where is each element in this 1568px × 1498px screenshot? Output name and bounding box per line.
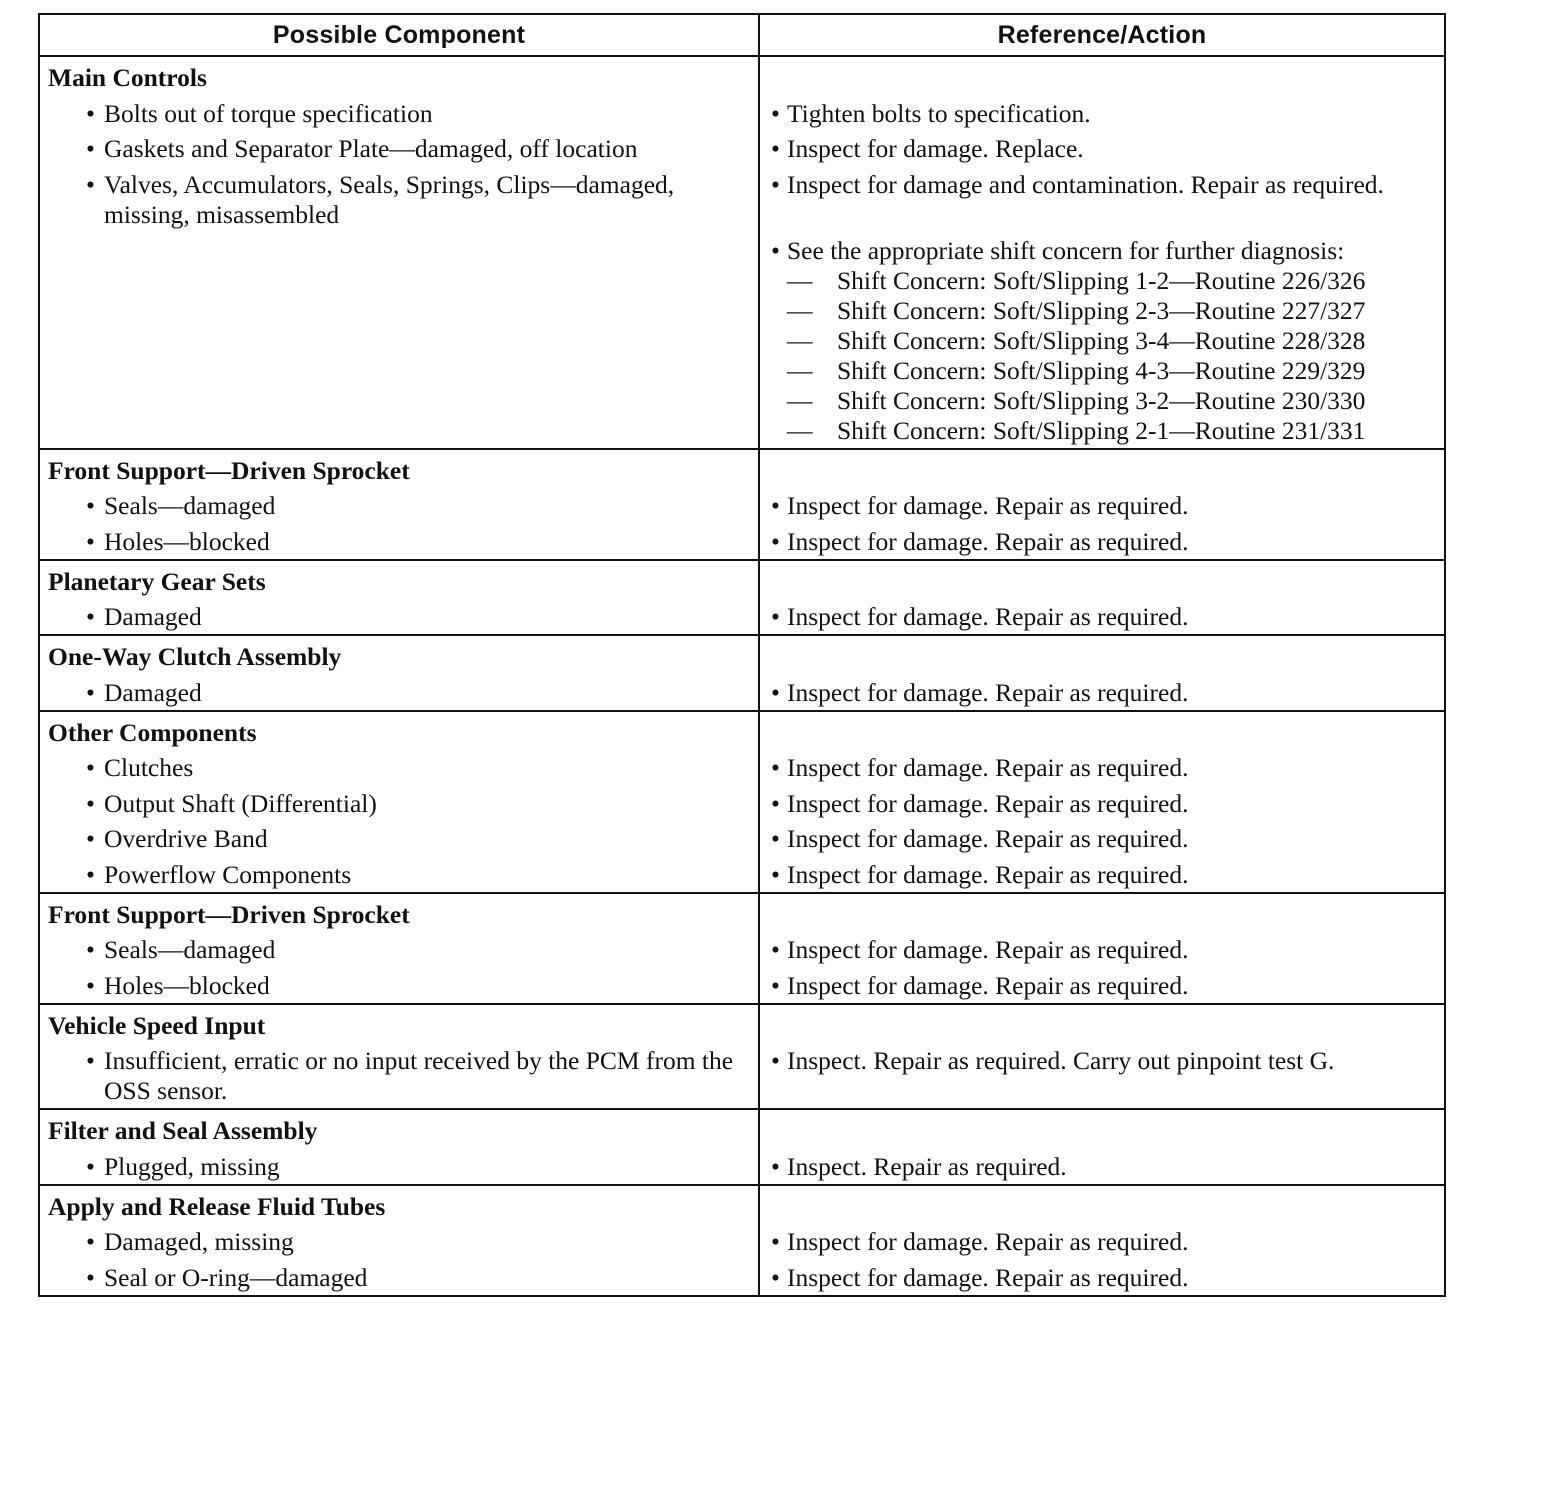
- action-cell: [759, 893, 1445, 1004]
- bullet-icon: •: [771, 935, 780, 964]
- action-text: Inspect for damage. Repair as required.: [787, 1227, 1189, 1256]
- action-item: [771, 134, 1436, 164]
- diagnosis-table: [38, 13, 1446, 1297]
- action-cell: [759, 560, 1445, 636]
- bullet-icon: •: [86, 491, 95, 520]
- action-spacer: [768, 718, 1436, 748]
- section-title: Other Components: [48, 717, 257, 747]
- component-cell: [39, 1109, 759, 1185]
- bullet-icon: •: [771, 1227, 780, 1256]
- bullet-icon: •: [771, 970, 780, 1000]
- shift-concern-item: [787, 356, 1436, 386]
- section-title: One-Way Clutch Assembly: [48, 642, 342, 671]
- section-row: [39, 560, 1445, 636]
- bullet-icon: •: [86, 134, 95, 163]
- action-item: [771, 1263, 1436, 1293]
- component-item: [86, 99, 750, 129]
- component-text: Damaged: [104, 602, 202, 631]
- component-cell: [39, 449, 759, 560]
- section-title: Front Support—Driven Sprocket: [48, 899, 410, 929]
- action-spacer: [768, 642, 1436, 672]
- component-cell: [39, 893, 759, 1004]
- action-text: Inspect for damage. Repair as required.: [787, 935, 1189, 964]
- action-spacer: [768, 456, 1436, 486]
- component-item: [86, 527, 750, 557]
- component-text: Gaskets and Separator Plate—damaged, off location: [104, 134, 638, 163]
- action-item: [771, 1046, 1436, 1076]
- action-cell: [759, 1004, 1445, 1110]
- shift-concern-text: Shift Concern: Soft/Slipping 3-4—Routine 228/328: [837, 325, 1366, 355]
- component-item: [86, 678, 750, 708]
- action-cell: [759, 56, 1445, 449]
- component-item: [86, 134, 750, 164]
- component-item: [86, 602, 750, 632]
- action-cell: [759, 1185, 1445, 1296]
- action-text: Inspect. Repair as required. Carry out pinpoint test G.: [787, 1046, 1335, 1075]
- action-spacer: [768, 1192, 1436, 1222]
- bullet-icon: •: [771, 1262, 780, 1292]
- action-text: Inspect for damage. Replace.: [787, 134, 1084, 163]
- section-title: Front Support—Driven Sprocket: [48, 455, 410, 485]
- shift-concern-item: [787, 326, 1436, 356]
- shift-concern-text: Shift Concern: Soft/Slipping 4-3—Routine 229/329: [837, 355, 1366, 385]
- bullet-icon: •: [86, 98, 95, 128]
- component-cell: [39, 711, 759, 893]
- component-text: Clutches: [104, 753, 194, 782]
- shift-concern-item: [787, 386, 1436, 416]
- dash-icon: —: [787, 355, 813, 385]
- header-row: [39, 14, 1445, 56]
- bullet-icon: •: [86, 970, 95, 1000]
- bullet-icon: •: [86, 1046, 95, 1075]
- component-text: Plugged, missing: [104, 1151, 280, 1181]
- action-text: Tighten bolts to specification.: [787, 98, 1091, 128]
- bullet-icon: •: [86, 788, 95, 818]
- action-cell: [759, 1109, 1445, 1185]
- action-text: Inspect for damage. Repair as required.: [787, 526, 1189, 556]
- bullet-icon: •: [771, 491, 780, 520]
- section-row: [39, 1109, 1445, 1185]
- dash-icon: —: [787, 415, 813, 445]
- action-spacer: [768, 900, 1436, 930]
- bullet-icon: •: [771, 235, 780, 265]
- action-text: Inspect for damage. Repair as required.: [787, 859, 1189, 889]
- shift-concern-text: Shift Concern: Soft/Slipping 2-3—Routine 227/327: [837, 295, 1366, 325]
- component-item: [86, 860, 750, 890]
- bullet-icon: •: [86, 169, 95, 199]
- component-text: Output Shaft (Differential): [104, 788, 377, 818]
- component-item: [86, 935, 750, 965]
- action-item: [771, 678, 1436, 708]
- action-spacer: [768, 1011, 1436, 1041]
- section-row: [39, 56, 1445, 449]
- dash-icon: —: [787, 265, 813, 295]
- component-cell: [39, 56, 759, 449]
- component-item: [86, 1227, 750, 1257]
- header-possible-component: Possible Component: [39, 14, 759, 56]
- component-cell: [39, 635, 759, 711]
- bullet-icon: •: [86, 1262, 95, 1292]
- header-reference-action: Reference/Action: [759, 14, 1445, 56]
- component-text: Valves, Accumulators, Seals, Springs, Clips—damaged, missing, misassembled: [104, 169, 675, 229]
- section-row: [39, 635, 1445, 711]
- component-text: Insufficient, erratic or no input received by the PCM from the OSS sensor.: [104, 1046, 734, 1105]
- component-text: Holes—blocked: [104, 970, 270, 1000]
- bullet-icon: •: [86, 753, 95, 782]
- dash-icon: —: [787, 295, 813, 325]
- component-text: Seals—damaged: [104, 491, 276, 520]
- section-row: [39, 449, 1445, 560]
- action-text: Inspect for damage. Repair as required.: [787, 970, 1189, 1000]
- bullet-icon: •: [86, 602, 95, 631]
- dash-icon: —: [787, 385, 813, 415]
- component-cell: [39, 560, 759, 636]
- action-text: Inspect for damage. Repair as required.: [787, 753, 1189, 782]
- action-spacer: [768, 567, 1436, 597]
- action-text: Inspect for damage. Repair as required.: [787, 677, 1189, 707]
- section-title: Planetary Gear Sets: [48, 566, 266, 596]
- dash-icon: —: [787, 325, 813, 355]
- section-title: Apply and Release Fluid Tubes: [48, 1191, 386, 1221]
- component-text: Damaged, missing: [104, 1227, 294, 1256]
- component-cell: [39, 1185, 759, 1296]
- bullet-icon: •: [86, 859, 95, 889]
- action-text: Inspect for damage. Repair as required.: [787, 1262, 1189, 1292]
- component-item: [86, 789, 750, 819]
- action-item: [771, 971, 1436, 1001]
- table-body: [39, 56, 1445, 1296]
- action-text: Inspect for damage and contamination. Repair as required.: [787, 169, 1384, 199]
- action-text: Inspect for damage. Repair as required.: [787, 824, 1189, 853]
- bullet-icon: •: [771, 602, 780, 631]
- action-item: [771, 789, 1436, 819]
- bullet-icon: •: [86, 526, 95, 556]
- shift-concern-item: [787, 416, 1436, 446]
- bullet-icon: •: [86, 1151, 95, 1181]
- component-text: Bolts out of torque specification: [104, 98, 433, 128]
- bullet-icon: •: [86, 677, 95, 707]
- shift-concern-note: [771, 236, 1436, 266]
- component-text: Powerflow Components: [104, 859, 352, 889]
- action-item: [771, 602, 1436, 632]
- bullet-icon: •: [771, 677, 780, 707]
- bullet-icon: •: [771, 1151, 780, 1181]
- bullet-icon: •: [771, 753, 780, 782]
- shift-concern-item: [787, 266, 1436, 296]
- component-cell: [39, 1004, 759, 1110]
- component-text: Seal or O-ring—damaged: [104, 1262, 368, 1292]
- action-item: [771, 860, 1436, 890]
- component-text: Seals—damaged: [104, 935, 276, 964]
- shift-concern-text: Shift Concern: Soft/Slipping 2-1—Routine 231/331: [837, 415, 1366, 445]
- component-item: [86, 1263, 750, 1293]
- section-row: [39, 893, 1445, 1004]
- action-cell: [759, 449, 1445, 560]
- action-item: [771, 1227, 1436, 1257]
- component-text: Holes—blocked: [104, 526, 270, 556]
- bullet-icon: •: [771, 134, 780, 163]
- action-text: Inspect for damage. Repair as required.: [787, 788, 1189, 818]
- component-item: [86, 753, 750, 783]
- component-text: Overdrive Band: [104, 824, 268, 853]
- component-item: [86, 1046, 750, 1106]
- component-item: [86, 170, 750, 230]
- bullet-icon: •: [771, 824, 780, 853]
- section-row: [39, 711, 1445, 893]
- section-title: Filter and Seal Assembly: [48, 1116, 318, 1145]
- action-item: [771, 824, 1436, 854]
- component-item: [86, 971, 750, 1001]
- shift-concern-item: [787, 296, 1436, 326]
- action-item: [771, 491, 1436, 521]
- action-spacer: [768, 1116, 1436, 1146]
- bullet-icon: •: [771, 526, 780, 556]
- section-row: [39, 1004, 1445, 1110]
- component-text: Damaged: [104, 677, 202, 707]
- bullet-icon: •: [86, 935, 95, 964]
- action-item: [771, 1152, 1436, 1182]
- action-cell: [759, 635, 1445, 711]
- action-item: [771, 527, 1436, 557]
- action-text: Inspect. Repair as required.: [787, 1151, 1067, 1181]
- component-item: [86, 491, 750, 521]
- action-item: [771, 170, 1436, 200]
- bullet-icon: •: [771, 1046, 780, 1075]
- component-item: [86, 1152, 750, 1182]
- bullet-icon: •: [771, 859, 780, 889]
- note-text: See the appropriate shift concern for further diagnosis:: [787, 235, 1345, 265]
- bullet-icon: •: [86, 1227, 95, 1256]
- section-row: [39, 1185, 1445, 1296]
- bullet-icon: •: [771, 788, 780, 818]
- section-title: Vehicle Speed Input: [48, 1010, 266, 1040]
- bullet-icon: •: [86, 824, 95, 853]
- action-spacer: [768, 63, 1436, 93]
- action-text: Inspect for damage. Repair as required.: [787, 602, 1189, 631]
- action-item: [771, 935, 1436, 965]
- shift-concern-text: Shift Concern: Soft/Slipping 1-2—Routine 226/326: [837, 265, 1366, 295]
- action-text: Inspect for damage. Repair as required.: [787, 491, 1189, 520]
- action-item: [771, 99, 1436, 129]
- section-title: Main Controls: [48, 63, 207, 92]
- action-cell: [759, 711, 1445, 893]
- bullet-icon: •: [771, 98, 780, 128]
- action-item: [771, 753, 1436, 783]
- bullet-icon: •: [771, 169, 780, 199]
- shift-concern-text: Shift Concern: Soft/Slipping 3-2—Routine 230/330: [837, 385, 1366, 415]
- component-item: [86, 824, 750, 854]
